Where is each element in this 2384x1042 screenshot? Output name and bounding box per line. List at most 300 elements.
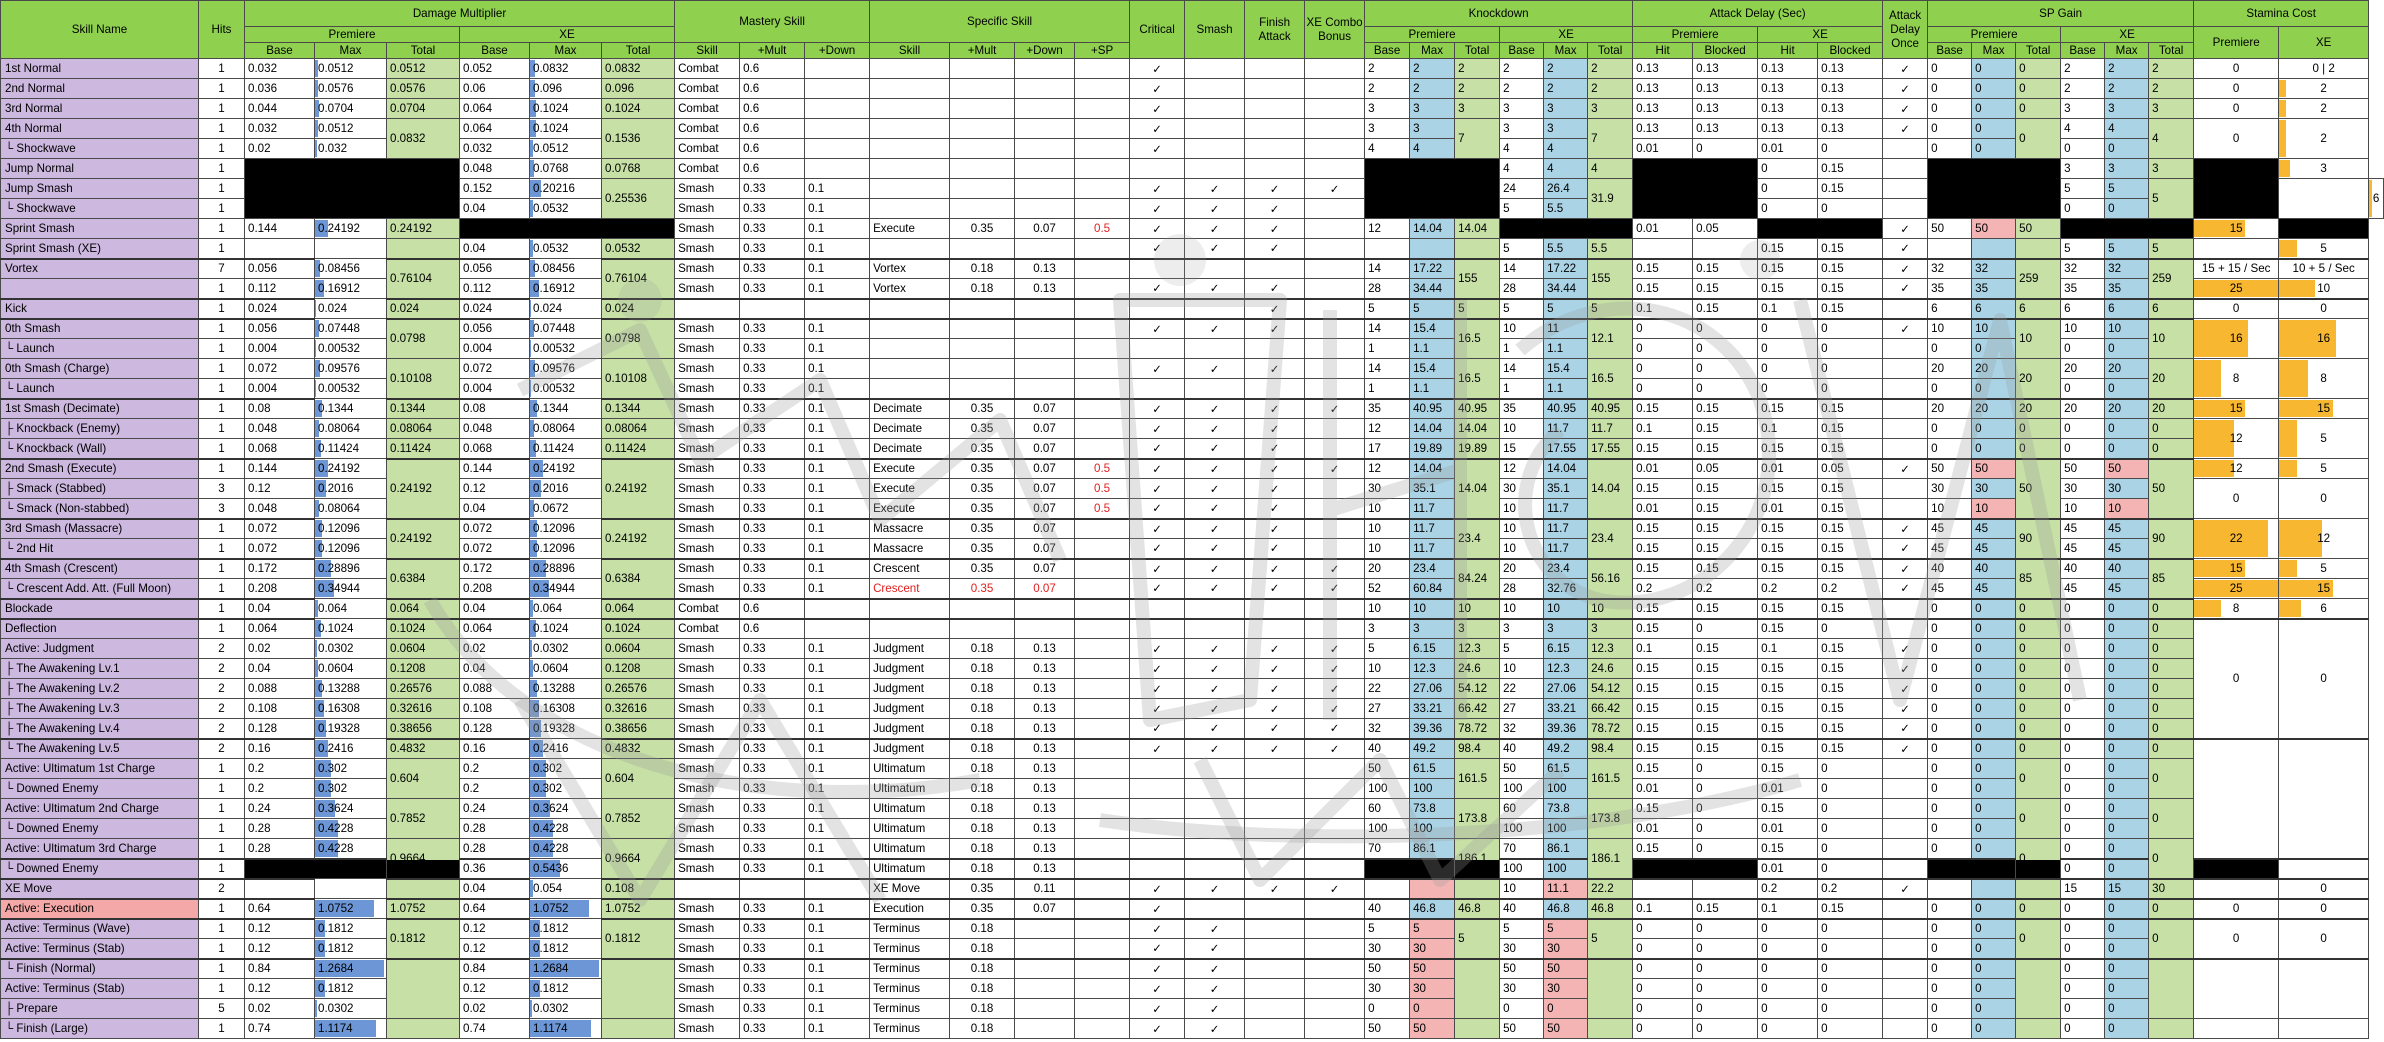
mastery-down-value: 0.1 <box>808 362 825 375</box>
sp-premiere-total <box>2016 459 2061 519</box>
ad-xe-hit <box>1758 99 1818 119</box>
critical-check <box>1130 399 1185 419</box>
mastery-mult <box>740 699 805 719</box>
mastery-mult-value: 0.33 <box>743 1022 766 1035</box>
ad-premiere-blocked-value: 0 <box>1696 1002 1703 1015</box>
hits-value: 1 <box>218 381 225 395</box>
specific-mult-value: 0.18 <box>970 262 994 276</box>
smash-check <box>1185 59 1245 79</box>
kd-xe-base <box>1500 899 1544 919</box>
hdr-max: Max <box>1972 43 2016 59</box>
specific-mult <box>950 699 1015 719</box>
hits-value: 2 <box>218 742 225 756</box>
ad-xe-blocked <box>1818 619 1883 639</box>
stamina-xe-value: 5 <box>2320 241 2327 255</box>
stamina-premiere-value: 8 <box>2232 601 2240 615</box>
sp-xe-max <box>2105 479 2149 499</box>
specific-skill <box>870 239 950 259</box>
dm-xe-max-value: 0.00532 <box>533 342 575 355</box>
dm-xe-max <box>530 579 602 599</box>
mastery-mult <box>740 639 805 659</box>
ad-premiere-blocked <box>1693 819 1758 839</box>
kd-xe-base <box>1500 179 1544 199</box>
sp-xe-base-value: 15 <box>2064 882 2078 895</box>
kd-xe-total <box>1588 839 1633 879</box>
skill-name-value: Sprint Smash <box>5 222 75 235</box>
skill-name <box>1 619 199 639</box>
mastery-mult-value: 0.33 <box>743 662 766 675</box>
mastery-skill-value: Smash <box>678 962 715 976</box>
critical-check-value: ✓ <box>1152 282 1162 296</box>
sp-xe-total <box>2149 59 2194 79</box>
kd-premiere-base-value: 5 <box>1368 642 1375 655</box>
dm-premiere-base-value: 0.08 <box>248 402 271 416</box>
mastery-down <box>805 759 870 779</box>
specific-down <box>1015 219 1075 239</box>
smash-check-value: ✓ <box>1209 502 1220 516</box>
sp-premiere-base <box>1928 879 1972 899</box>
kd-premiere-total-value: 14.04 <box>1458 222 1488 235</box>
kd-xe-max-value: 39.36 <box>1547 721 1577 735</box>
kd-xe-max <box>1544 619 1588 639</box>
mastery-skill <box>675 779 740 799</box>
dm-xe-max <box>530 799 602 819</box>
hits-value: 1 <box>218 182 225 195</box>
stamina-premiere-value: 25 <box>2229 582 2243 595</box>
kd-premiere-max <box>1410 279 1455 299</box>
dm-premiere-max-value: 0.0604 <box>318 662 354 675</box>
sp-xe-max <box>2105 679 2149 699</box>
dm-premiere-base <box>245 819 315 839</box>
kd-xe-base-value: 40 <box>1503 902 1516 915</box>
finish-check <box>1245 419 1305 439</box>
dm-xe-total <box>602 159 675 179</box>
mastery-down-value: 0.1 <box>808 462 825 476</box>
ad-premiere-hit <box>1633 959 1693 979</box>
kd-xe-max-value: 23.4 <box>1547 562 1570 576</box>
kd-xe-total <box>1588 239 1633 259</box>
mastery-mult <box>740 719 805 739</box>
xe-combo-check <box>1305 979 1365 999</box>
stamina-premiere <box>2194 319 2279 359</box>
critical-check <box>1130 659 1185 679</box>
kd-xe-base <box>1500 879 1544 899</box>
kd-xe-max-value: 17.22 <box>1547 262 1577 276</box>
stamina-xe <box>2369 179 2384 219</box>
sp-premiere-total-value: 0 <box>2019 812 2026 825</box>
kd-premiere-base <box>1365 479 1410 499</box>
kd-xe-base <box>1500 519 1544 539</box>
kd-xe-total <box>1588 1019 1633 1039</box>
sp-xe-max <box>2105 519 2149 539</box>
hdr-sp-premiere: Premiere <box>1928 27 2061 43</box>
mastery-skill <box>675 639 740 659</box>
dm-premiere-max-value: 1.2684 <box>318 962 354 975</box>
mastery-mult-value: 0.33 <box>743 522 766 536</box>
specific-down-value: 0.13 <box>1033 742 1056 756</box>
ad-xe-hit <box>1758 699 1818 719</box>
mastery-mult-value: 0.33 <box>743 1002 766 1015</box>
table-row <box>1 59 2384 79</box>
dm-premiere-base <box>245 139 315 159</box>
sp-premiere-base <box>1928 919 1972 939</box>
specific-mult <box>950 119 1015 139</box>
sp-xe-max <box>2105 379 2149 399</box>
sp-xe-total <box>2149 679 2194 699</box>
kd-xe-max <box>1544 419 1588 439</box>
sp-premiere-total-value: 0 <box>2019 662 2026 675</box>
ad-premiere-hit <box>1633 139 1693 159</box>
smash-check <box>1185 279 1245 299</box>
kd-xe-max <box>1544 199 1588 219</box>
mastery-down-value: 0.1 <box>808 841 825 855</box>
dm-xe-max-value: 0.24192 <box>533 462 575 475</box>
hdr-sp-xe: XE <box>2061 27 2194 43</box>
mastery-down <box>805 539 870 559</box>
specific-sp <box>1075 839 1130 859</box>
kd-xe-base <box>1500 839 1544 859</box>
mastery-down-value: 0.1 <box>808 702 825 715</box>
ad-xe-hit <box>1758 659 1818 679</box>
specific-down <box>1015 939 1075 959</box>
dm-xe-base-value: 0.04 <box>463 662 486 675</box>
dm-xe-total-value: 0.25536 <box>605 192 647 205</box>
kd-xe-max <box>1544 479 1588 499</box>
specific-down <box>1015 399 1075 419</box>
kd-xe-base <box>1500 439 1544 459</box>
sp-xe-base-value: 4 <box>2064 122 2071 135</box>
dm-xe-base <box>460 539 530 559</box>
specific-skill-value: Decimate <box>873 402 923 416</box>
xe-combo-check <box>1305 1019 1365 1039</box>
ad-premiere-blocked-value: 0.05 <box>1696 222 1719 235</box>
sp-xe-max <box>2105 439 2149 459</box>
mastery-skill-value: Smash <box>678 941 715 955</box>
specific-skill <box>870 679 950 699</box>
kd-xe-base <box>1500 759 1544 779</box>
smash-check <box>1185 239 1245 259</box>
sp-premiere-max <box>1972 299 2016 319</box>
skill-name <box>1 699 199 719</box>
specific-mult <box>950 459 1015 479</box>
specific-mult-value: 0.18 <box>970 862 994 875</box>
hdr-blocked: Blocked <box>1693 43 1758 59</box>
specific-sp <box>1075 719 1130 739</box>
mastery-skill <box>675 379 740 399</box>
finish-check-value: ✓ <box>1269 742 1280 756</box>
mastery-skill <box>675 619 740 639</box>
kd-premiere-base <box>1365 699 1410 719</box>
mastery-down <box>805 259 870 279</box>
sp-xe-base <box>2061 119 2105 139</box>
kd-xe-base-value: 27 <box>1503 702 1516 715</box>
dm-premiere-base-value: 0.048 <box>248 501 278 515</box>
dm-xe-max <box>530 379 602 399</box>
kd-xe-total-value: 66.42 <box>1591 702 1621 715</box>
specific-mult-value: 0.35 <box>970 541 994 555</box>
kd-premiere-max <box>1410 399 1455 419</box>
ad-premiere-hit-value: 0 <box>1636 1002 1643 1015</box>
sp-premiere-base-value: 0 <box>1931 102 1938 115</box>
finish-check <box>1245 79 1305 99</box>
finish-check-value: ✓ <box>1269 402 1280 416</box>
kd-premiere-max-value: 19.89 <box>1413 441 1443 455</box>
kd-premiere-max-value: 5 <box>1413 302 1420 315</box>
sp-premiere-max <box>1972 119 2016 139</box>
stamina-xe <box>2279 419 2369 459</box>
specific-skill <box>870 219 950 239</box>
sp-xe-max <box>2105 919 2149 939</box>
specific-skill-value: Terminus <box>873 941 921 955</box>
attack-delay-once-check <box>1883 299 1928 319</box>
sp-xe-max-value: 0 <box>2108 922 2115 936</box>
hits-value: 1 <box>218 522 225 536</box>
dm-premiere-base-value: 0.128 <box>248 721 278 735</box>
kd-premiere-max-value: 11.7 <box>1413 522 1435 536</box>
skill-name-value: 2nd Normal <box>5 82 65 95</box>
dm-premiere-blank <box>245 159 460 219</box>
skill-name-value: └ Smack (Non-stabbed) <box>5 501 130 515</box>
sp-premiere-total-value: 85 <box>2019 572 2033 585</box>
mastery-down <box>805 119 870 139</box>
dm-xe-total <box>602 919 675 959</box>
sp-xe-total <box>2149 559 2194 599</box>
sp-premiere-max-value: 30 <box>1975 482 1989 495</box>
mastery-skill <box>675 979 740 999</box>
hits <box>199 799 245 819</box>
kd-xe-max <box>1544 899 1588 919</box>
kd-premiere-max <box>1410 779 1455 799</box>
hdr-max: Max <box>530 43 602 59</box>
finish-check <box>1245 519 1305 539</box>
skill-name <box>1 819 199 839</box>
ad-premiere-hit <box>1633 639 1693 659</box>
xe-combo-check <box>1305 659 1365 679</box>
sp-xe-base <box>2061 739 2105 759</box>
sp-premiere-max <box>1972 519 2016 539</box>
sp-premiere-total <box>2016 399 2061 419</box>
kd-xe-max <box>1544 439 1588 459</box>
skill-name <box>1 739 199 759</box>
sp-premiere-blank <box>1928 159 2061 219</box>
sp-premiere-base <box>1928 799 1972 819</box>
ad-premiere-hit <box>1633 659 1693 679</box>
finish-check-value: ✓ <box>1269 182 1280 196</box>
dm-premiere-max <box>315 419 387 439</box>
stamina-xe-value: 16 <box>2317 332 2331 345</box>
dm-premiere-max <box>315 599 387 619</box>
kd-premiere-base <box>1365 879 1410 899</box>
dm-xe-max-value: 0.0768 <box>533 162 569 175</box>
table-row <box>1 159 2384 179</box>
xe-combo-check-value: ✓ <box>1329 182 1340 196</box>
dm-premiere-total <box>387 1019 460 1039</box>
dm-premiere-max <box>315 439 387 459</box>
sp-premiere-base-value: 0 <box>1931 702 1938 715</box>
kd-premiere-base-value: 27 <box>1368 702 1381 715</box>
specific-mult <box>950 739 1015 759</box>
hits <box>199 539 245 559</box>
xe-combo-check <box>1305 899 1365 919</box>
sp-xe-base-value: 10 <box>2064 322 2078 336</box>
mastery-down-value: 0.1 <box>808 941 825 955</box>
sp-xe-max <box>2105 839 2149 859</box>
dm-xe-total-value: 0.9664 <box>605 851 641 865</box>
specific-down-value: 0.07 <box>1033 482 1056 495</box>
finish-check-value: ✓ <box>1269 222 1280 236</box>
kd-xe-total <box>1588 679 1633 699</box>
kd-premiere-total-value: 7 <box>1458 132 1465 145</box>
dm-xe-max-value: 0.1344 <box>533 402 569 415</box>
xe-combo-check <box>1305 839 1365 859</box>
ad-xe-hit <box>1758 599 1818 619</box>
dm-xe-base <box>460 139 530 159</box>
specific-down <box>1015 879 1075 899</box>
ad-premiere-blocked-value: 0.13 <box>1696 82 1719 95</box>
ad-xe-hit <box>1758 419 1818 439</box>
ad-premiere-hit <box>1633 479 1693 499</box>
kd-premiere-max-value: 4 <box>1413 142 1420 155</box>
critical-check-value: ✓ <box>1152 1022 1162 1036</box>
xe-combo-check <box>1305 459 1365 479</box>
mastery-mult-value: 0.6 <box>743 142 760 155</box>
ad-premiere-blocked-value: 0.2 <box>1696 581 1713 595</box>
mastery-mult <box>740 819 805 839</box>
specific-sp <box>1075 199 1130 219</box>
attack-delay-once-check-value: ✓ <box>1900 62 1910 76</box>
hits-value: 1 <box>218 342 225 355</box>
dm-xe-max-value: 0.0512 <box>533 142 569 155</box>
ad-premiere-blocked-value: 0.15 <box>1696 482 1719 495</box>
specific-mult-value: 0.35 <box>970 522 994 536</box>
sp-premiere-max-value: 45 <box>1975 522 1989 536</box>
sp-xe-total-value: 5 <box>2152 241 2159 255</box>
specific-mult-value: 0.18 <box>970 742 994 756</box>
dm-premiere-max-bar <box>315 640 317 657</box>
finish-check-value: ✓ <box>1269 462 1280 476</box>
mastery-skill <box>675 179 740 199</box>
dm-premiere-total-value: 0.26576 <box>390 682 432 695</box>
specific-down <box>1015 279 1075 299</box>
kd-premiere-base <box>1365 759 1410 779</box>
kd-xe-max-value: 30 <box>1547 982 1560 995</box>
kd-premiere-base-value: 30 <box>1368 982 1381 995</box>
kd-xe-max <box>1544 1019 1588 1039</box>
kd-premiere-max <box>1410 979 1455 999</box>
mastery-down-value: 0.1 <box>808 522 825 536</box>
mastery-down <box>805 859 870 879</box>
ad-premiere-blocked-value: 0.15 <box>1696 721 1719 735</box>
sp-premiere-base <box>1928 519 1972 539</box>
sp-xe-total-value: 0 <box>2152 422 2159 435</box>
dm-xe-max <box>530 959 602 979</box>
critical-check <box>1130 219 1185 239</box>
ad-xe-hit <box>1758 899 1818 919</box>
xe-combo-check <box>1305 359 1365 379</box>
kd-premiere-max <box>1410 459 1455 479</box>
specific-mult-value: 0.18 <box>970 662 994 675</box>
sp-xe-base <box>2061 579 2105 599</box>
kd-premiere-total <box>1455 699 1500 719</box>
stamina-xe <box>2279 519 2369 559</box>
sp-premiere-base <box>1928 819 1972 839</box>
sp-premiere-total-value: 0 <box>2019 62 2026 75</box>
kd-xe-max-value: 3 <box>1547 102 1554 115</box>
hits-value: 1 <box>218 122 225 135</box>
hits <box>199 979 245 999</box>
dm-xe-max-value: 0.16912 <box>533 282 575 295</box>
mastery-skill-value: Smash <box>678 182 715 195</box>
kd-premiere-max <box>1410 79 1455 99</box>
smash-check <box>1185 299 1245 319</box>
mastery-skill-value: Smash <box>678 662 715 675</box>
ad-premiere-hit-value: 0.1 <box>1636 902 1653 915</box>
stamina-xe <box>2279 559 2369 579</box>
kd-xe-max-value: 2 <box>1547 62 1554 75</box>
kd-xe-base <box>1500 959 1544 979</box>
ad-premiere-blocked <box>1693 219 1758 239</box>
ad-xe-hit <box>1758 939 1818 959</box>
dm-premiere-base-value: 0.064 <box>248 622 278 636</box>
dm-premiere-base <box>245 399 315 419</box>
finish-check-value: ✓ <box>1269 722 1280 736</box>
stamina-xe <box>2279 959 2369 1019</box>
ad-premiere-hit <box>1633 979 1693 999</box>
ad-xe-hit <box>1758 479 1818 499</box>
sp-premiere-base-value: 0 <box>1931 1022 1938 1035</box>
ad-xe-hit-value: 0.13 <box>1761 82 1784 95</box>
kd-premiere-base <box>1365 719 1410 739</box>
ad-premiere-hit-value: 0 <box>1636 322 1643 336</box>
dm-xe-total-value: 0.096 <box>605 82 635 95</box>
kd-premiere-max-value: 2 <box>1413 62 1420 75</box>
smash-check-value: ✓ <box>1209 642 1220 656</box>
sp-premiere-base <box>1928 619 1972 639</box>
sp-premiere-max-value: 0 <box>1975 1002 1982 1015</box>
smash-check <box>1185 819 1245 839</box>
specific-sp <box>1075 959 1130 979</box>
sp-xe-max-value: 45 <box>2108 541 2122 555</box>
dm-xe-max <box>530 459 602 479</box>
kd-premiere-total-value: 24.6 <box>1458 662 1481 675</box>
sp-premiere-base-value: 0 <box>1931 962 1938 976</box>
table-row <box>1 759 2384 779</box>
kd-premiere-total-value: 3 <box>1458 102 1465 115</box>
sp-xe-max <box>2105 539 2149 559</box>
sp-xe-base-value: 45 <box>2064 522 2078 536</box>
skill-name-value: Active: Terminus (Stab) <box>5 982 125 995</box>
dm-xe-base <box>460 419 530 439</box>
critical-check-value: ✓ <box>1152 882 1162 896</box>
critical-check <box>1130 359 1185 379</box>
sp-premiere-base-value: 0 <box>1931 841 1938 855</box>
dm-premiere-total-value: 0.064 <box>390 602 420 615</box>
dm-premiere-total-value: 0.1812 <box>390 932 426 945</box>
mastery-mult <box>740 619 805 639</box>
table-row <box>1 639 2384 659</box>
dm-premiere-max-value: 0.08456 <box>318 262 360 275</box>
sp-xe-max <box>2105 419 2149 439</box>
ad-premiere-hit-value: 0.13 <box>1636 82 1659 95</box>
dm-xe-total-value: 0.064 <box>605 602 635 615</box>
kd-premiere-max-value: 30 <box>1413 941 1426 955</box>
skill-name <box>1 859 199 879</box>
sp-xe-max-value: 2 <box>2108 62 2115 75</box>
critical-check-value: ✓ <box>1152 122 1162 136</box>
mastery-mult <box>740 319 805 339</box>
specific-skill-value: Ultimatum <box>873 802 926 815</box>
stamina-xe <box>2279 1019 2369 1039</box>
